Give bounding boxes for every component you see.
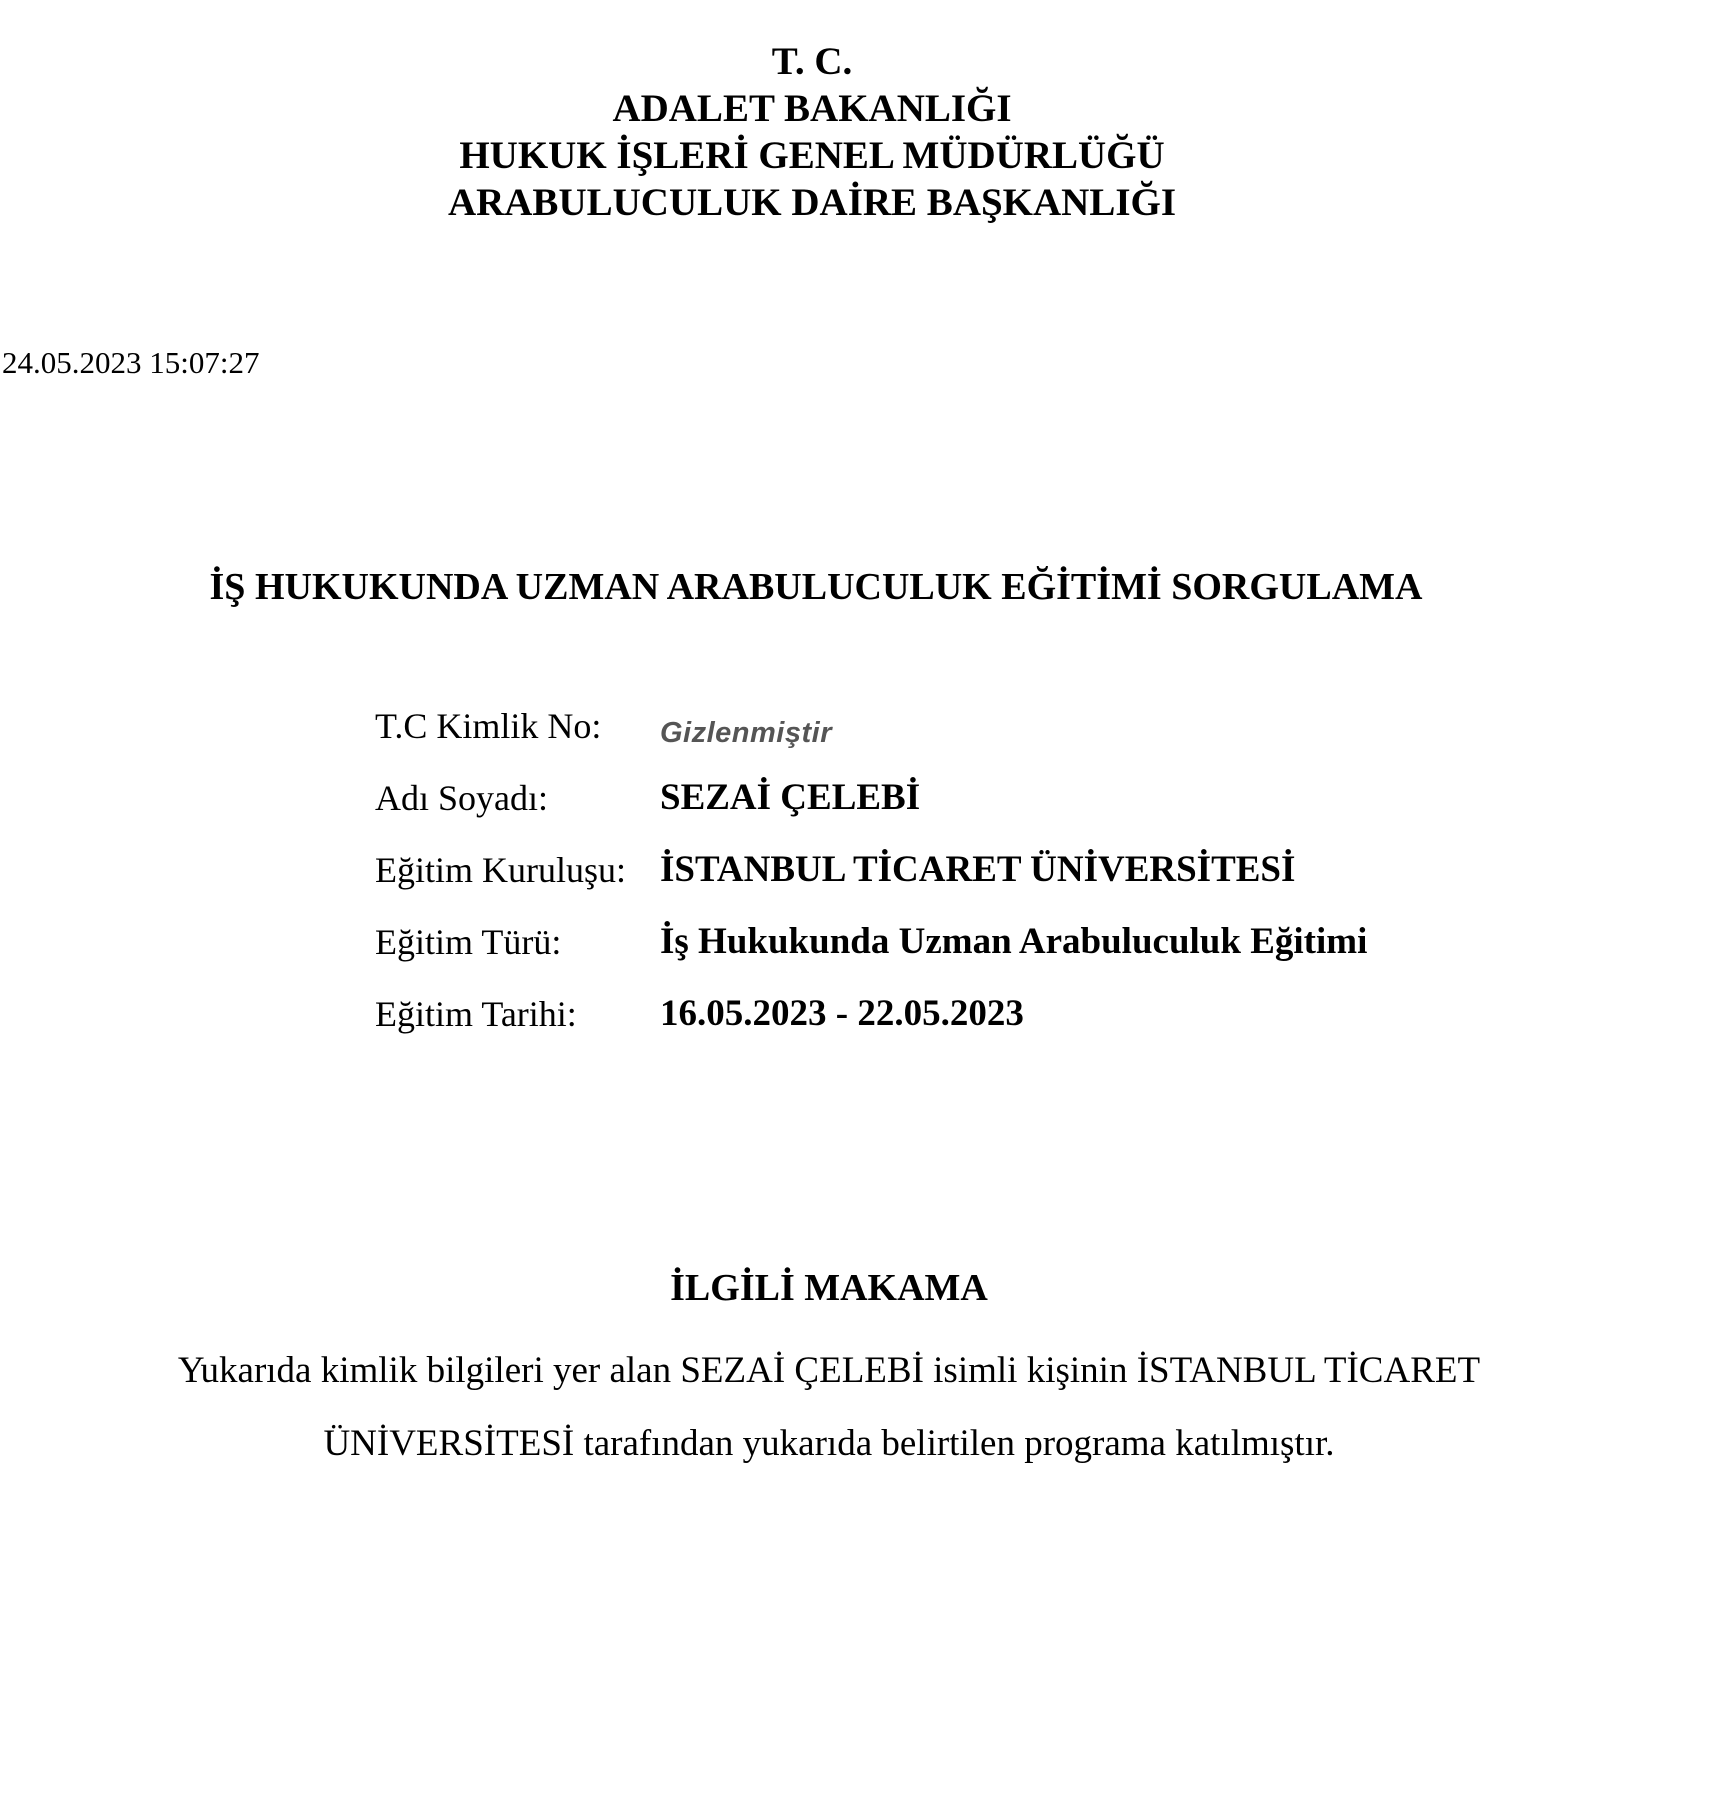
body-paragraph xyxy=(0,1334,1658,1480)
query-timestamp: 24.05.2023 15:07:27 xyxy=(2,345,260,380)
field-row-egitim-kurulusu xyxy=(375,850,1575,922)
field-value-egitim-kurulusu: İSTANBUL TİCARET ÜNİVERSİTESİ xyxy=(660,849,1296,890)
field-label-egitim-turu: Eğitim Türü: xyxy=(375,922,562,962)
field-row-egitim-turu xyxy=(375,922,1575,994)
field-label-tc-kimlik-no: T.C Kimlik No: xyxy=(375,706,602,746)
section-heading-ilgili-makama: İLGİLİ MAKAMA xyxy=(670,1267,988,1309)
field-value-adi-soyadi: SEZAİ ÇELEBİ xyxy=(660,777,921,818)
field-value-egitim-tarihi: 16.05.2023 - 22.05.2023 xyxy=(660,993,1024,1034)
body-paragraph-line-2: ÜNİVERSİTESİ tarafından yukarıda belirtilen programa katılmıştır. xyxy=(323,1423,1335,1464)
field-row-adi-soyadi xyxy=(375,778,1575,850)
letterhead-line-republic: T. C. xyxy=(771,40,853,83)
field-value-tc-kimlik-no-masked: Gizlenmiştir xyxy=(660,717,832,749)
letterhead-line-ministry: ADALET BAKANLIĞI xyxy=(612,87,1012,130)
letterhead xyxy=(0,38,1624,226)
field-row-tc-kimlik-no xyxy=(375,706,1575,778)
body-paragraph-line-1: Yukarıda kimlik bilgileri yer alan SEZAİ ÇELEBİ isimli kişinin İSTANBUL TİCARET xyxy=(177,1350,1481,1391)
document-title: İŞ HUKUKUNDA UZMAN ARABULUCULUK EĞİTİMİ SORGULAMA xyxy=(209,566,1423,608)
fields-block xyxy=(375,706,1575,1066)
field-label-egitim-tarihi: Eğitim Tarihi: xyxy=(375,994,577,1034)
field-value-egitim-turu: İş Hukukunda Uzman Arabuluculuk Eğitimi xyxy=(660,921,1368,962)
field-row-egitim-tarihi xyxy=(375,994,1575,1066)
field-label-egitim-kurulusu: Eğitim Kuruluşu: xyxy=(375,850,626,890)
letterhead-line-directorate: HUKUK İŞLERİ GENEL MÜDÜRLÜĞÜ xyxy=(459,134,1165,177)
field-label-adi-soyadi: Adı Soyadı: xyxy=(375,778,549,818)
letterhead-line-department: ARABULUCULUK DAİRE BAŞKANLIĞI xyxy=(447,181,1177,224)
